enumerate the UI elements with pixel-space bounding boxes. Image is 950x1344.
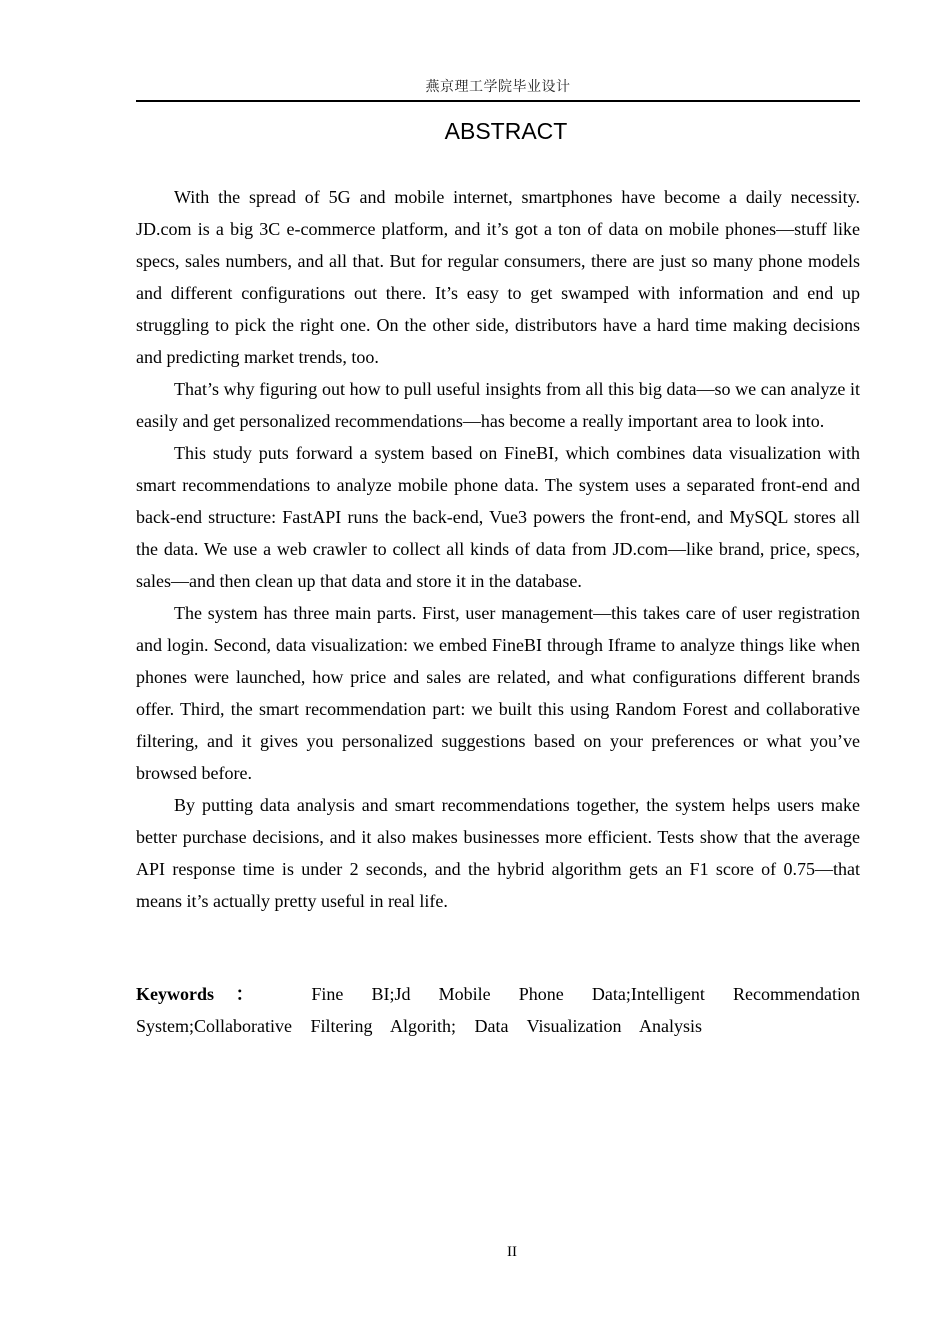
abstract-title: ABSTRACT — [444, 118, 568, 144]
abstract-body — [136, 181, 860, 917]
page-number: II — [507, 1244, 517, 1260]
abstract-paragraph: The system has three main parts. First, user management—this takes care of user registration and login. Second, data visualization: we embed FineBI through Iframe to analyze things like when phones were launched, how price and sales are related, and what configurations different brands offer. Third, the smart recommendation part: we built this using Random Forest and collaborative filtering, and it gives you personalized suggestions based on your preferences or what you’ve browsed before. — [136, 603, 860, 783]
running-header: 燕京理工学院毕业设计 — [425, 79, 571, 95]
keywords-colon: ： — [226, 984, 264, 1004]
abstract-paragraph: That’s why figuring out how to pull useful insights from all this big data—so we can analyze it easily and get personalized recommendations—has become a really important area to look into. — [136, 379, 860, 431]
keywords-text: Fine BI;Jd Mobile Phone Data;Intelligent Recommendation System;Collaborative Filtering Algorith; Data Visualization Analysis — [136, 984, 860, 1036]
abstract-paragraph: With the spread of 5G and mobile internet, smartphones have become a daily necessity. JD.com is a big 3C e-commerce platform, and it’s got a ton of data on mobile phones—stuff like specs, sales numbers, and all that. But for regular consumers, there are just so many phone models and different configurations out there. It’s easy to get swamped with information and end up struggling to pick the right one. On the other side, distributors have a hard time making decisions and predicting market trends, too. — [136, 187, 860, 367]
abstract-paragraph: By putting data analysis and smart recommendations together, the system helps users make better purchase decisions, and it also makes businesses more efficient. Tests show that the average API response time is under 2 seconds, and the hybrid algorithm gets an F1 score of 0.75—that means it’s actually pretty useful in real life. — [136, 795, 860, 911]
keywords-label: Keywords — [136, 984, 214, 1004]
abstract-paragraph: This study puts forward a system based on FineBI, which combines data visualization with smart recommendations to analyze mobile phone data. The system uses a separated front-end and back-end structure: FastAPI runs the back-end, Vue3 powers the front-end, and MySQL stores all the data. We use a web crawler to collect all kinds of data from JD.com—like brand, price, specs, sales—and then clean up that data and store it in the database. — [136, 443, 860, 591]
keywords-line — [136, 978, 860, 1042]
header-rule — [136, 100, 860, 102]
